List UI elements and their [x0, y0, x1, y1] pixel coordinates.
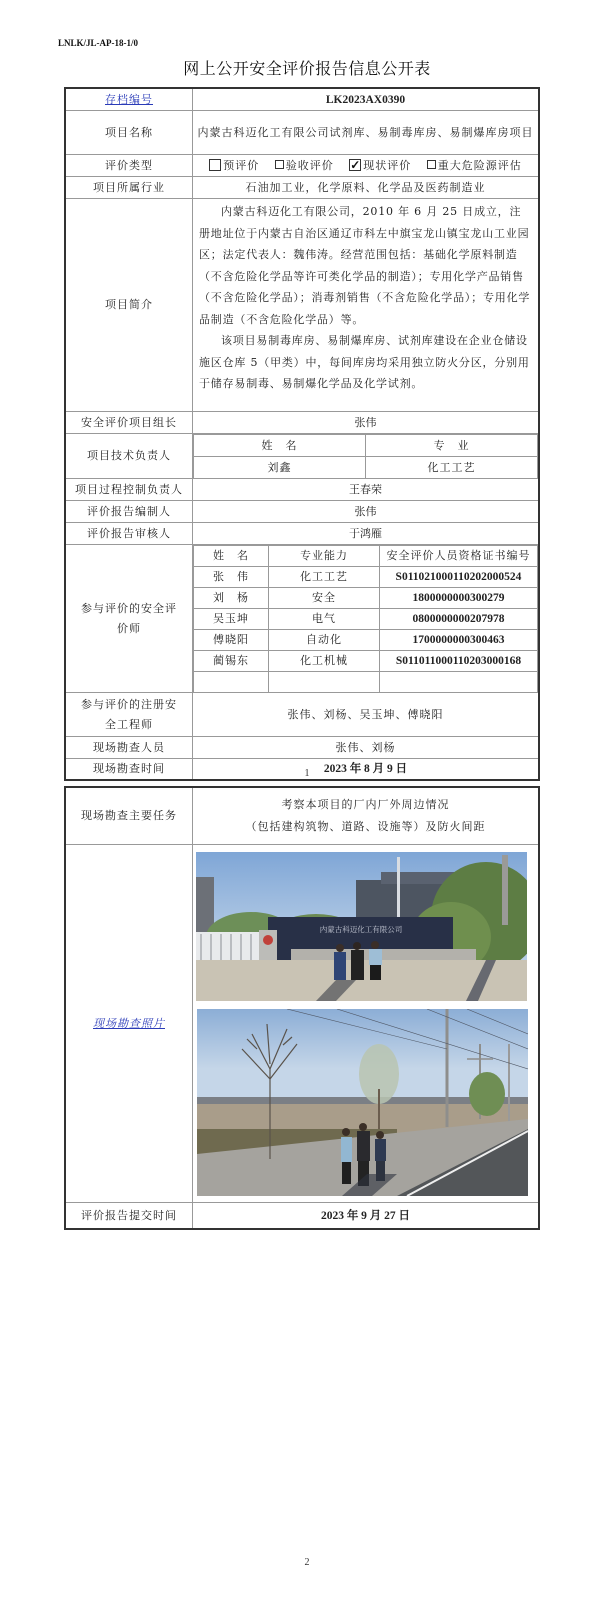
- tech-lead-label: 项目技术负责人: [66, 434, 193, 479]
- survey-task-line: 考察本项目的厂内厂外周边情况: [281, 798, 450, 811]
- survey-task-line: （包括建构筑物、道路、设施等）及防火间距: [245, 820, 486, 833]
- eval-type-label: 评价类型: [66, 155, 193, 177]
- industry-label: 项目所属行业: [66, 177, 193, 199]
- row-archive-no: [66, 89, 539, 111]
- doc-code: LNLK/JL-AP-18-1/0: [58, 38, 138, 48]
- project-name-label: 项目名称: [66, 111, 193, 155]
- evaluator-cert-no: 0800000000207978: [380, 609, 538, 630]
- evaluator-name: 张 伟: [194, 567, 269, 588]
- gate-sign-text: 内蒙古科迈化工有限公司: [319, 925, 403, 934]
- page-title: 网上公开安全评价报告信息公开表: [183, 59, 431, 78]
- site-photo-gate-image: [196, 852, 527, 1001]
- evaluator-empty-row: [194, 672, 538, 693]
- checkbox-icon[interactable]: [209, 159, 221, 171]
- industry-value: 石油加工业，化学原料、化学品及医药制造业: [193, 177, 539, 199]
- evaluator-cert-no: S011011000110203000168: [380, 651, 538, 672]
- compiler-label: 评价报告编制人: [66, 501, 193, 523]
- row-project-name: [66, 111, 539, 155]
- team-leader-value: 张伟: [193, 412, 539, 434]
- evaluator-ability: 化工工艺: [269, 567, 380, 588]
- reg-engineers-value: 张伟、刘杨、吴玉坤、傅晓阳: [193, 693, 539, 737]
- intro-label: 项目简介: [66, 199, 193, 412]
- tech-lead-name: 刘鑫: [194, 457, 366, 479]
- eval-type-option-pre[interactable]: 预评价: [209, 159, 259, 172]
- row-tech-lead: [66, 434, 539, 479]
- info-table: [65, 88, 539, 780]
- evaluators-subtable: [193, 545, 538, 692]
- evaluators-header-row: [194, 546, 538, 567]
- evaluator-ability: 安全: [269, 588, 380, 609]
- header-cert-no: 安全评价人员资格证书编号: [380, 546, 538, 567]
- survey-photos-link[interactable]: 现场勘查照片: [93, 1016, 165, 1030]
- process-control-label: 项目过程控制负责人: [66, 479, 193, 501]
- evaluator-row: [194, 567, 538, 588]
- row-evaluators: [66, 545, 539, 693]
- evaluator-ability: 自动化: [269, 630, 380, 651]
- site-date-value: 2023 年 8 月 9 日: [193, 759, 539, 780]
- evaluators-label: 参与评价的安全评价师: [66, 545, 193, 693]
- submit-date-label: 评价报告提交时间: [66, 1203, 193, 1229]
- intro-text: [193, 199, 539, 412]
- evaluator-name: 傅晓阳: [194, 630, 269, 651]
- tech-lead-subtable: [193, 434, 538, 478]
- evaluator-name: 蔺锡东: [194, 651, 269, 672]
- eval-type-option-current[interactable]: ✓ 现状评价: [349, 159, 411, 172]
- reviewer-label: 评价报告审核人: [66, 523, 193, 545]
- archive-no-value: LK2023AX0390: [193, 89, 539, 111]
- empty-cell: [194, 672, 269, 693]
- evaluator-row: [194, 630, 538, 651]
- eval-type-option-acceptance[interactable]: 验收评价: [275, 159, 334, 172]
- row-process-control: [66, 479, 539, 501]
- evaluator-row: [194, 588, 538, 609]
- reviewer-value: 于鸿雁: [193, 523, 539, 545]
- intro-paragraph: 内蒙古科迈化工有限公司，2010 年 6 月 25 日成立，注册地址位于内蒙古自治区通辽市科左中旗宝龙山镇宝龙山工业园区；法定代表人：魏伟涛。经营范围包括：基础化学原料制造（不含危险化学品等许可类化学品的制造）；专用化学产品销售（不含危险化学品）；消毒剂销售（不含危险化学品）；专用化学品制造（不含危险化学品）等。: [199, 205, 531, 326]
- process-control-value: 王春荣: [193, 479, 539, 501]
- tech-lead-subtable-cell: [193, 434, 539, 479]
- reg-engineers-label: 参与评价的注册安全工程师: [66, 693, 193, 737]
- site-staff-label: 现场勘查人员: [66, 737, 193, 759]
- archive-no-link[interactable]: 存档编号: [105, 92, 153, 106]
- submit-date-value: 2023 年 9 月 27 日: [193, 1203, 539, 1229]
- row-submit-date: [66, 1203, 539, 1229]
- compiler-value: 张伟: [193, 501, 539, 523]
- row-reviewer: [66, 523, 539, 545]
- header-name: 姓 名: [194, 546, 269, 567]
- empty-cell: [380, 672, 538, 693]
- row-eval-type: [66, 155, 539, 177]
- tech-lead-major: 化工工艺: [366, 457, 538, 479]
- site-photo-gate[interactable]: [196, 852, 527, 1001]
- site-date-label: 现场勘查时间: [66, 759, 193, 780]
- evaluator-cert-no: 1700000000300463: [380, 630, 538, 651]
- page-number: 2: [304, 1557, 310, 1568]
- row-compiler: [66, 501, 539, 523]
- header-ability: 专业能力: [269, 546, 380, 567]
- site-photo-roadside-image: [197, 1009, 528, 1196]
- row-intro: [66, 199, 539, 412]
- evaluator-row: [194, 609, 538, 630]
- page-number: 1: [304, 768, 310, 779]
- team-leader-label: 安全评价项目组长: [66, 412, 193, 434]
- tech-lead-header-major: 专 业: [366, 435, 538, 457]
- empty-cell: [269, 672, 380, 693]
- tech-lead-header-name: 姓 名: [194, 435, 366, 457]
- evaluators-subtable-cell: [193, 545, 539, 693]
- row-team-leader: [66, 412, 539, 434]
- evaluator-cert-no: S011021000110202000524: [380, 567, 538, 588]
- eval-type-option-major-hazard[interactable]: 重大危险源评估: [427, 159, 522, 172]
- intro-paragraph: 该项目易制毒库房、易制爆库房、试剂库建设在企业仓储设施区仓库 5（甲类）中，每间库房均采用独立防火分区，分别用于储存易制毒、易制爆化学品及化学试剂。: [199, 334, 530, 390]
- evaluator-ability: 电气: [269, 609, 380, 630]
- evaluator-cert-no: 1800000000300279: [380, 588, 538, 609]
- survey-task-value: [193, 788, 539, 845]
- eval-type-options: [193, 155, 539, 177]
- site-photo-roadside[interactable]: [197, 1009, 528, 1196]
- row-reg-engineers: [66, 693, 539, 737]
- checkbox-icon[interactable]: [275, 160, 284, 169]
- survey-task-label: 现场勘查主要任务: [66, 788, 193, 845]
- checkbox-checked-icon[interactable]: [349, 159, 361, 171]
- checkbox-icon[interactable]: [427, 160, 436, 169]
- evaluator-name: 刘 杨: [194, 588, 269, 609]
- row-survey-task: [66, 788, 539, 845]
- site-staff-value: 张伟、刘杨: [193, 737, 539, 759]
- row-industry: [66, 177, 539, 199]
- evaluator-ability: 化工机械: [269, 651, 380, 672]
- evaluator-row: [194, 651, 538, 672]
- evaluator-name: 吴玉坤: [194, 609, 269, 630]
- project-name-value: 内蒙古科迈化工有限公司试剂库、易制毒库房、易制爆库房项目: [193, 111, 539, 155]
- row-site-staff: [66, 737, 539, 759]
